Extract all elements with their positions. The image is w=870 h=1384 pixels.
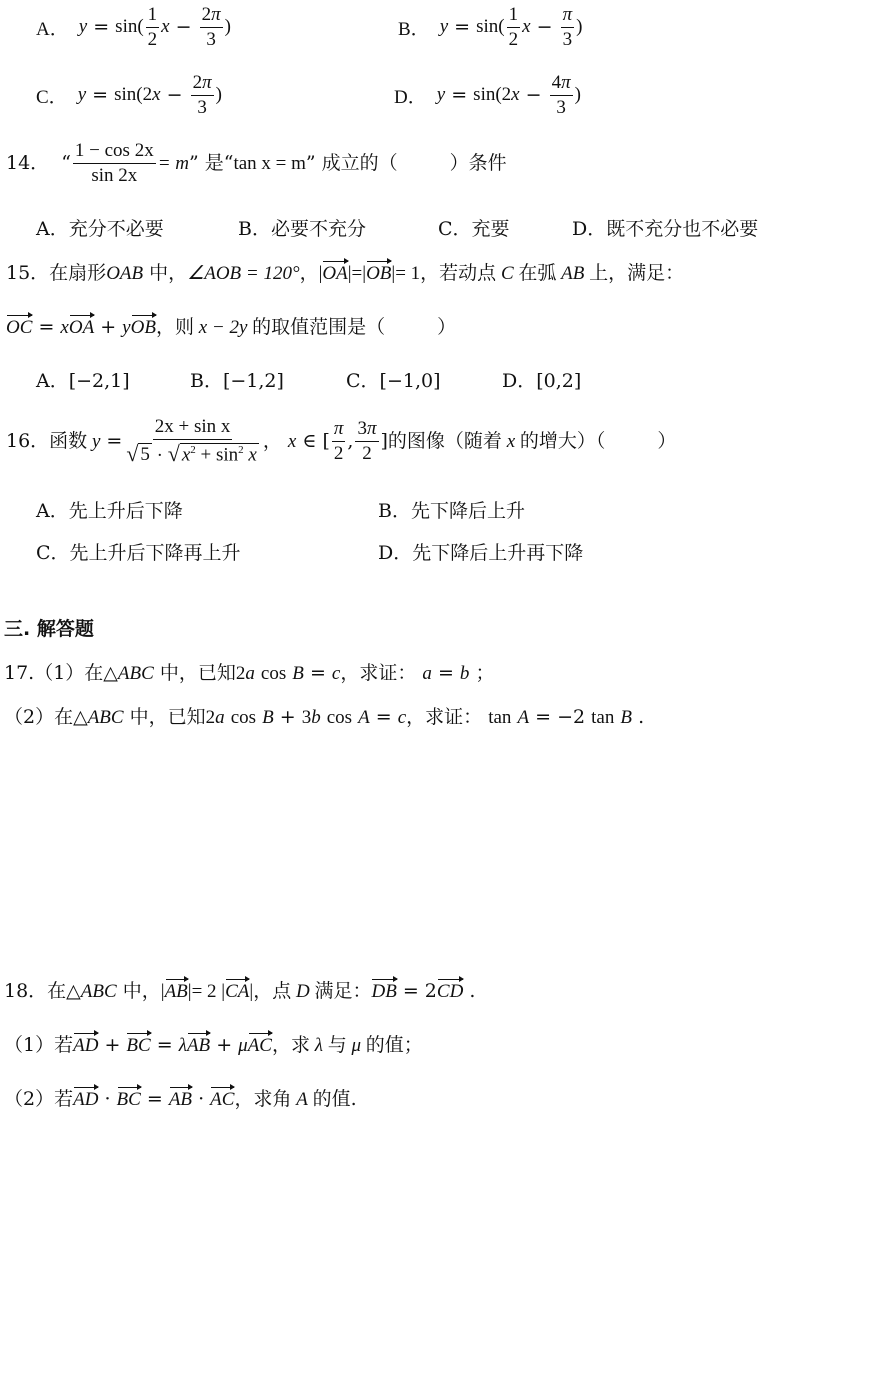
q13-option-b: B． y = sin( $\frac{1}{2}$ x − $\frac{\pi}{3}$ ) [398,4,583,50]
q15-option-c: C．[−1,0] [346,370,441,392]
q15-stem-line2: OC = x OA + y OB ，则 x − 2y 的取值范围是（ ） [6,316,457,338]
section-heading: 三. 解答题 [4,618,94,640]
q14-stem: 14． “ $\frac{1 - \cos 2x}{\sin 2x}$ = m ” 是“ tan x = m ” 成立的（ ）条件 [6,140,507,186]
q17-part2: （2）在△ ABC 中，已知 2 a cos B + 3 b cos A = c ，求证： tan A = −2 tan B . [4,706,645,728]
q16-option-c: C．先上升后下降再上升 [36,542,241,564]
q14-option-a: A．充分不必要 [36,218,164,240]
q15-stem-line1: 15．在扇形 OAB 中， ∠AOB = 120° ， | OA |=| OB |= 1 ，若动点 C 在弧 AB 上，满足： [6,262,685,284]
q14-option-d: D．既不充分也不必要 [572,218,759,240]
q13-option-a: A． y = sin( $\frac{1}{2}$ x − $\frac{2\pi}{3}$ ) [36,4,231,50]
q15-option-a: A．[−2,1] [36,370,130,392]
q16-option-a: A．先上升后下降 [36,500,183,522]
q16-option-b: B．先下降后上升 [378,500,525,522]
q15-option-d: D．[0,2] [502,370,582,392]
q13-option-c: C． y = sin(2 x − $\frac{2\pi}{3}$ ) [36,72,222,118]
q18-part1: （1）若 AD + BC = λ AB + μ AC ，求 λ 与 μ 的值； [4,1034,423,1056]
q13-option-d: D． y = sin(2 x − $\frac{4\pi}{3}$ ) [394,72,581,118]
q16-option-d: D．先下降后上升再下降 [378,542,584,564]
q16-stem: 16．函数 y = 2x + sin x √ 5 · √ $x^2 + \sin^2 x$ ， x ∈ [ $\frac{\pi}{2}$ , $\frac{3\pi}{2}$ ] 的图像（随着 x 的增大）（ ） [6,416,677,466]
q18-part2: （2）若 AD · BC = AB · AC ，求角 A 的值. [4,1088,357,1110]
q14-option-c: C．充要 [438,218,510,240]
q18-stem: 18．在△ ABC 中， | AB |= 2 | CA | ，点 D 满足： DB = 2 CD . [4,980,476,1002]
q17-part1: 17.（1）在△ ABC 中，已知 2 a cos B = c ，求证： a = b ； [4,662,495,684]
q15-option-b: B．[−1,2] [190,370,284,392]
q14-option-b: B．必要不充分 [238,218,366,240]
